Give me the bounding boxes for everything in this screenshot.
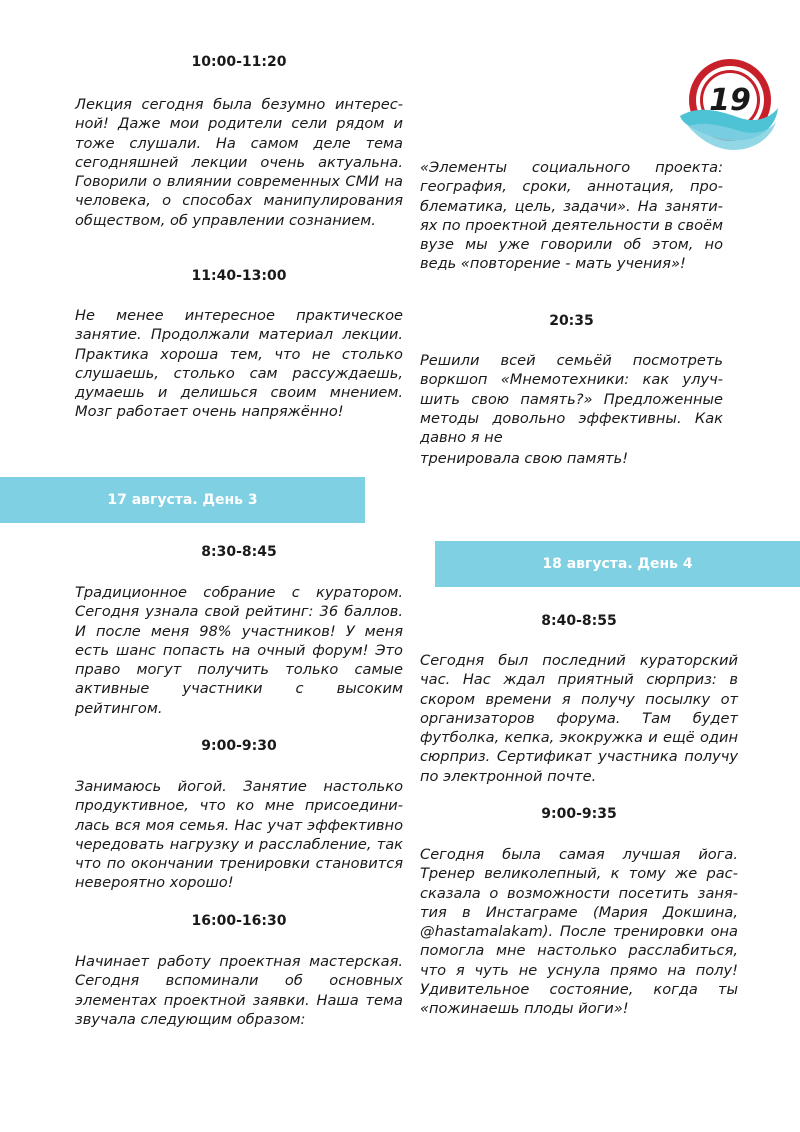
time-heading: 9:00-9:30 [201, 738, 277, 754]
time-heading: 8:30-8:45 [201, 544, 277, 560]
paragraph: Решили всей семьёй посмотреть воркшоп «Мнемотехники: как улучшить свою память?» Предложенные методы довольно эффективны. Как давно я не [420, 352, 723, 447]
paragraph: «Элементы социального проекта: география, сроки, аннотация, проблематика, цель, задачи». На занятиях по проектной деятельности в своём вузе мы уже говорили об этом, но ведь «повторение - мать учения»! [420, 159, 723, 273]
paragraph: Лекция сегодня была безумно интересной! Даже мои родители сели рядом и тоже слушали. На самом деле тема сегодняшней лекции очень актуальна. Говорили о влиянии современных СМИ на человека, о способах манипулирования обществом, об управлении сознанием. [75, 96, 403, 229]
time-heading: 11:40-13:00 [191, 268, 287, 284]
time-heading: 8:40-8:55 [541, 613, 617, 629]
paragraph: Не менее интересное практическое занятие. Продолжали материал лекции. Практика хороша тем, что не столько слушаешь, столько сам рассуждаешь, думаешь и делишься своим мнением. Мозг работает очень напряжённо! [75, 307, 403, 421]
paragraph: Начинает работу проектная мастерская. Сегодня вспоминали об основных элементах проектной заявки. Наша тема звучала следующим образом: [75, 953, 403, 1028]
page-number-badge [678, 56, 780, 156]
time-heading: 20:35 [549, 313, 594, 329]
time-heading: 16:00-16:30 [191, 913, 287, 929]
time-heading: 10:00-11:20 [191, 54, 287, 70]
day-4-banner: 18 августа. День 4 [435, 541, 800, 587]
time-heading: 9:00-9:35 [541, 806, 617, 822]
paragraph-continued: тренировала свою память! [420, 450, 629, 467]
paragraph: Сегодня был последний кураторский час. Нас ждал приятный сюрприз: в скором времени я получу посылку от организаторов форума. Там будет футболка, кепка, экокружка и ещё один сюрприз. Сертификат участника получу по электронной почте. [420, 652, 738, 785]
page-number: 19 [709, 83, 751, 118]
paragraph: Традиционное собрание с куратором. Сегодня узнала свой рейтинг: 36 баллов. И после меня 98% участников! У меня есть шанс попасть на очный форум! Это право могут получить только самые активные участники с высоким рейтингом. [75, 584, 403, 717]
paragraph: Сегодня была самая лучшая йога. Тренер великолепный, к тому же рассказала о возможности посетить занятия в Инстаграме (Мария Докшина, @hastamalakam). После тренировки она помогла мне настолько расслабиться, что я чуть не уснула прямо на полу! Удивительное состояние, когда ты «пожинаешь плоды йоги»! [420, 846, 738, 1018]
paragraph: Занимаюсь йогой. Занятие настолько продуктивное, что ко мне присоединилась вся моя семья. Нас учат эффективно чередовать нагрузку и расслабление, так что по окончании тренировки становится невероятно хорошо! [75, 778, 403, 892]
day-3-banner: 17 августа. День 3 [0, 477, 365, 523]
